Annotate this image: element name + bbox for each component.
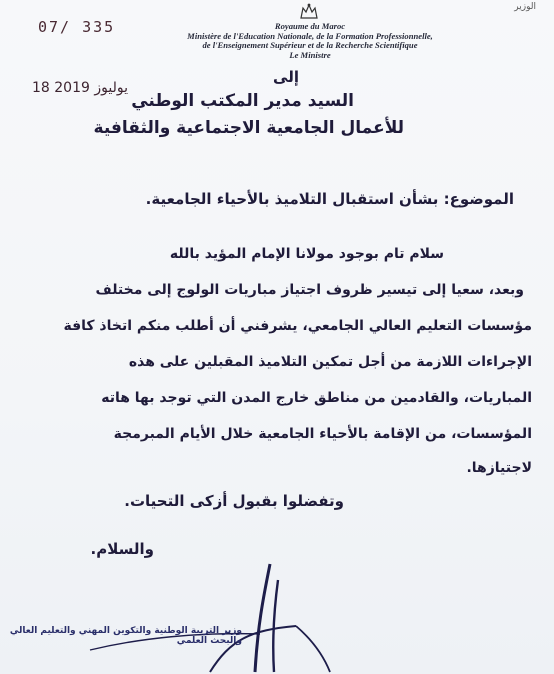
body-line: مؤسسات التعليم العالي الجامعي، يشرفني أن أطلب منكم اتخاذ كافة: [63, 318, 532, 334]
reference-number: 07/ 335: [38, 18, 116, 36]
stamp-line: وزير التربية الوطنية والتكوين المهني والتعليم العالي: [9, 626, 242, 636]
handwritten-signature: [9, 560, 380, 674]
greeting: سلام تام بوجود مولانا الإمام المؤيد بالله: [169, 246, 444, 262]
body-line: المباريات، والقادمين من مناطق خارج المدن التي توجد بها هاته: [101, 390, 532, 406]
stamp-line: والبحث العلمي: [176, 636, 242, 646]
subject-line: الموضوع: بشأن استقبال التلاميذ بالأحياء الجامعية.: [145, 190, 514, 208]
ministry-title: [180, 22, 440, 60]
closing-line: وتفضلوا بقبول أزكى التحيات.: [124, 492, 344, 510]
recipient-line-1: السيد مدير المكتب الوطني: [131, 91, 354, 111]
ministry-line: de l'Enseignement Supérieur et de la Recherche Scientifique: [202, 40, 418, 51]
ministry-line: Ministère de l'Education Nationale, de la Formation Professionnelle,: [187, 30, 433, 41]
body-line: المؤسسات، من الإقامة بالأحياء الجامعية خلال الأيام المبرمجة: [113, 426, 532, 442]
body-line: وبعد، سعيا إلى تيسير ظروف اجتياز مباريات الولوج إلى مختلف: [95, 282, 524, 298]
official-stamp: [9, 626, 242, 646]
recipient-line-2: للأعمال الجامعية الاجتماعية والثقافية: [93, 118, 404, 138]
recipient-to: إلى: [273, 68, 299, 86]
salutation: والسلام.: [90, 540, 154, 558]
ministry-line: Royaume du Maroc: [274, 21, 346, 31]
ministry-line: Le Ministre: [289, 49, 331, 60]
letter-date: 18 يوليوز 2019: [32, 80, 128, 96]
body-line: الإجراءات اللازمة من أجل تمكين التلاميذ المقبلين على هذه: [128, 354, 532, 370]
corner-label: الوزير: [514, 2, 536, 12]
body-line: لاجتيازها.: [466, 460, 532, 476]
royal-emblem-icon: [298, 2, 320, 20]
